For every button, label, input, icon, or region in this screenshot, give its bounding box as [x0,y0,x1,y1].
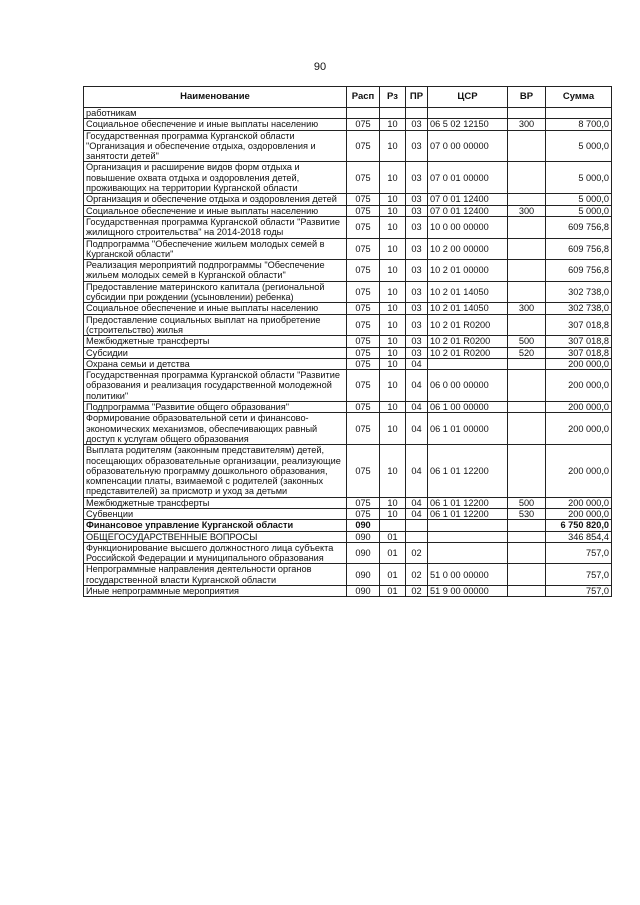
cell-sum: 200 000,0 [546,413,612,445]
cell-pr: 04 [406,508,428,519]
cell-vr [508,402,546,413]
table-row [84,238,612,260]
cell-name: Социальное обеспечение и иные выплаты населению [84,119,347,130]
cell-sum: 757,0 [546,542,612,564]
cell-rz: 10 [380,238,406,260]
cell-sum: 302 738,0 [546,281,612,303]
cell-sum: 757,0 [546,564,612,586]
cell-rasp: 075 [347,119,380,130]
cell-vr [508,445,546,497]
table-body [84,108,612,597]
cell-pr: 03 [406,130,428,162]
cell-vr: 300 [508,119,546,130]
cell-vr: 500 [508,336,546,347]
cell-rasp: 075 [347,508,380,519]
cell-rz: 01 [380,531,406,542]
cell-vr [508,130,546,162]
cell-csr: 07 0 00 00000 [428,130,508,162]
cell-csr [428,520,508,531]
cell-csr: 07 0 01 12400 [428,194,508,205]
cell-rasp: 075 [347,314,380,336]
cell-pr: 03 [406,314,428,336]
cell-sum: 200 000,0 [546,370,612,402]
header-row [84,87,612,108]
cell-csr: 06 5 02 12150 [428,119,508,130]
cell-sum: 609 756,8 [546,260,612,282]
table-row [84,445,612,497]
cell-csr: 10 2 01 00000 [428,260,508,282]
header-vr: ВР [508,87,546,108]
cell-rasp: 075 [347,445,380,497]
cell-sum: 307 018,8 [546,314,612,336]
cell-rasp: 075 [347,281,380,303]
cell-csr: 10 2 01 R0200 [428,347,508,358]
cell-vr [508,413,546,445]
cell-csr: 07 0 01 00000 [428,162,508,194]
table-row [84,314,612,336]
header-sum: Сумма [546,87,612,108]
table-row [84,508,612,519]
cell-sum: 302 738,0 [546,303,612,314]
cell-vr [508,520,546,531]
cell-pr [406,531,428,542]
cell-name: Предоставление материнского капитала (региональной субсидии при рождении (усыновлении) ребенка) [84,281,347,303]
cell-sum: 609 756,8 [546,238,612,260]
cell-rz: 01 [380,564,406,586]
table-row [84,520,612,531]
cell-name: Государственная программа Курганской области "Организация и обеспечение отдыха, оздоровления и занятости детей" [84,130,347,162]
cell-rasp: 075 [347,303,380,314]
cell-name: Социальное обеспечение и иные выплаты населению [84,205,347,216]
cell-pr: 04 [406,497,428,508]
cell-vr [508,216,546,238]
cell-csr [428,358,508,369]
cell-rasp: 075 [347,130,380,162]
cell-rz: 10 [380,508,406,519]
cell-vr [508,314,546,336]
cell-name: Субсидии [84,347,347,358]
cell-pr: 04 [406,445,428,497]
cell-vr [508,358,546,369]
cell-rz: 01 [380,542,406,564]
cell-name: Охрана семьи и детства [84,358,347,369]
cell-rasp: 075 [347,260,380,282]
table-row [84,358,612,369]
cell-rasp: 075 [347,358,380,369]
cell-sum: 5 000,0 [546,162,612,194]
cell-csr: 10 2 01 14050 [428,303,508,314]
cell-sum: 5 000,0 [546,130,612,162]
cell-rasp: 090 [347,564,380,586]
cell-name: Выплата родителям (законным представителям) детей, посещающих образовательные организации, реализующие образовательную программу дошкольного образования, компенсации платы, взимаемой с родителей (законных представителей) за присмотр и уход за детьми [84,445,347,497]
cell-name: Предоставление социальных выплат на приобретение (строительство) жилья [84,314,347,336]
cell-vr [508,238,546,260]
cell-pr [406,108,428,119]
cell-sum: 609 756,8 [546,216,612,238]
cell-csr [428,108,508,119]
cell-pr: 04 [406,358,428,369]
cell-pr: 03 [406,194,428,205]
cell-rz: 10 [380,336,406,347]
table-row [84,402,612,413]
cell-rz: 10 [380,370,406,402]
cell-vr [508,194,546,205]
cell-csr: 06 1 01 12200 [428,497,508,508]
cell-name: Финансовое управление Курганской области [84,520,347,531]
cell-pr: 03 [406,205,428,216]
cell-pr [406,520,428,531]
cell-rasp: 090 [347,531,380,542]
table-row [84,260,612,282]
table-row [84,281,612,303]
table-row [84,564,612,586]
cell-vr: 300 [508,303,546,314]
cell-sum: 5 000,0 [546,205,612,216]
cell-rasp: 075 [347,370,380,402]
cell-pr: 03 [406,260,428,282]
cell-csr [428,542,508,564]
header-rz: Рз [380,87,406,108]
cell-sum: 5 000,0 [546,194,612,205]
cell-sum: 200 000,0 [546,508,612,519]
cell-csr: 06 0 00 00000 [428,370,508,402]
table-row [84,130,612,162]
cell-csr: 06 1 00 00000 [428,402,508,413]
cell-sum: 8 700,0 [546,119,612,130]
header-rasp: Расп [347,87,380,108]
cell-rz [380,108,406,119]
cell-pr: 04 [406,370,428,402]
table-row [84,586,612,597]
table-row [84,303,612,314]
cell-name: Подпрограмма "Развитие общего образования" [84,402,347,413]
cell-vr [508,108,546,119]
cell-name: Формирование образовательной сети и финансово-экономических механизмов, обеспечивающих равный доступ к услугам общего образования [84,413,347,445]
cell-pr: 04 [406,402,428,413]
cell-name: работникам [84,108,347,119]
cell-csr: 06 1 01 12200 [428,445,508,497]
cell-pr: 02 [406,542,428,564]
budget-table [83,86,612,597]
cell-name: Организация и обеспечение отдыха и оздоровления детей [84,194,347,205]
cell-rz: 10 [380,402,406,413]
cell-name: Государственная программа Курганской области "Развитие образования и реализация государственной молодежной политики" [84,370,347,402]
cell-rz: 10 [380,216,406,238]
cell-rasp [347,108,380,119]
cell-rz: 10 [380,497,406,508]
cell-csr: 10 2 01 14050 [428,281,508,303]
cell-rasp: 075 [347,194,380,205]
cell-rz: 10 [380,413,406,445]
cell-name: Функционирование высшего должностного лица субъекта Российской Федерации и муниципального образования [84,542,347,564]
cell-rz: 10 [380,314,406,336]
cell-pr: 03 [406,216,428,238]
cell-sum: 200 000,0 [546,445,612,497]
cell-rz: 10 [380,358,406,369]
cell-csr [428,531,508,542]
cell-rz: 10 [380,205,406,216]
cell-pr: 03 [406,303,428,314]
cell-rz: 10 [380,281,406,303]
cell-rasp: 090 [347,542,380,564]
cell-csr: 07 0 01 12400 [428,205,508,216]
cell-name: Организация и расширение видов форм отдыха и повышение охвата отдыха и оздоровления детей, проживающих на территории Курганской области [84,162,347,194]
cell-sum: 200 000,0 [546,402,612,413]
cell-rz: 10 [380,162,406,194]
cell-rasp: 075 [347,162,380,194]
cell-sum: 307 018,8 [546,336,612,347]
header-csr: ЦСР [428,87,508,108]
cell-vr [508,586,546,597]
cell-pr: 02 [406,586,428,597]
cell-name: Подпрограмма "Обеспечение жильем молодых семей в Курганской области" [84,238,347,260]
cell-rasp: 075 [347,336,380,347]
cell-rasp: 075 [347,347,380,358]
table-row [84,336,612,347]
cell-rz: 10 [380,260,406,282]
cell-name: Государственная программа Курганской области "Развитие жилищного строительства" на 2014-2018 годы [84,216,347,238]
table-row [84,162,612,194]
cell-pr: 04 [406,413,428,445]
header-name: Наименование [84,87,347,108]
cell-csr: 06 1 01 00000 [428,413,508,445]
cell-rasp: 075 [347,497,380,508]
cell-pr: 03 [406,119,428,130]
cell-rasp: 075 [347,216,380,238]
cell-csr: 10 2 01 R0200 [428,336,508,347]
cell-csr: 51 9 00 00000 [428,586,508,597]
cell-rasp: 090 [347,520,380,531]
table-row [84,413,612,445]
cell-vr [508,281,546,303]
cell-pr: 03 [406,281,428,303]
cell-rz: 10 [380,347,406,358]
table-row [84,370,612,402]
header-pr: ПР [406,87,428,108]
cell-pr: 03 [406,336,428,347]
cell-rasp: 075 [347,205,380,216]
cell-rasp: 075 [347,413,380,445]
cell-rasp: 090 [347,586,380,597]
cell-rz: 10 [380,119,406,130]
cell-name: Субвенции [84,508,347,519]
cell-name: Межбюджетные трансферты [84,497,347,508]
table-row [84,347,612,358]
cell-pr: 03 [406,162,428,194]
table-row [84,531,612,542]
cell-name: ОБЩЕГОСУДАРСТВЕННЫЕ ВОПРОСЫ [84,531,347,542]
cell-vr [508,542,546,564]
cell-csr: 51 0 00 00000 [428,564,508,586]
cell-sum: 6 750 820,0 [546,520,612,531]
cell-sum [546,108,612,119]
cell-csr: 10 0 00 00000 [428,216,508,238]
cell-pr: 02 [406,564,428,586]
cell-sum: 346 854,4 [546,531,612,542]
cell-name: Иные непрограммные мероприятия [84,586,347,597]
cell-csr: 10 2 00 00000 [428,238,508,260]
cell-rz: 10 [380,303,406,314]
table-row [84,497,612,508]
cell-rz: 10 [380,445,406,497]
cell-csr: 06 1 01 12200 [428,508,508,519]
table-row [84,108,612,119]
table-row [84,194,612,205]
cell-vr [508,260,546,282]
cell-vr [508,162,546,194]
cell-rz: 10 [380,130,406,162]
cell-sum: 757,0 [546,586,612,597]
cell-vr: 300 [508,205,546,216]
cell-sum: 307 018,8 [546,347,612,358]
table-row [84,119,612,130]
cell-vr: 500 [508,497,546,508]
page-number: 90 [313,61,327,73]
table-row [84,205,612,216]
cell-name: Межбюджетные трансферты [84,336,347,347]
table-row [84,542,612,564]
cell-vr [508,564,546,586]
cell-sum: 200 000,0 [546,358,612,369]
cell-vr: 520 [508,347,546,358]
cell-vr: 530 [508,508,546,519]
cell-rz: 01 [380,586,406,597]
cell-name: Социальное обеспечение и иные выплаты населению [84,303,347,314]
cell-vr [508,370,546,402]
cell-name: Реализация мероприятий подпрограммы "Обеспечение жильем молодых семей в Курганской области" [84,260,347,282]
cell-name: Непрограммные направления деятельности органов государственной власти Курганской области [84,564,347,586]
cell-pr: 03 [406,347,428,358]
cell-rz [380,520,406,531]
cell-pr: 03 [406,238,428,260]
cell-rasp: 075 [347,402,380,413]
table-row [84,216,612,238]
cell-sum: 200 000,0 [546,497,612,508]
cell-rasp: 075 [347,238,380,260]
cell-csr: 10 2 01 R0200 [428,314,508,336]
cell-rz: 10 [380,194,406,205]
cell-vr [508,531,546,542]
